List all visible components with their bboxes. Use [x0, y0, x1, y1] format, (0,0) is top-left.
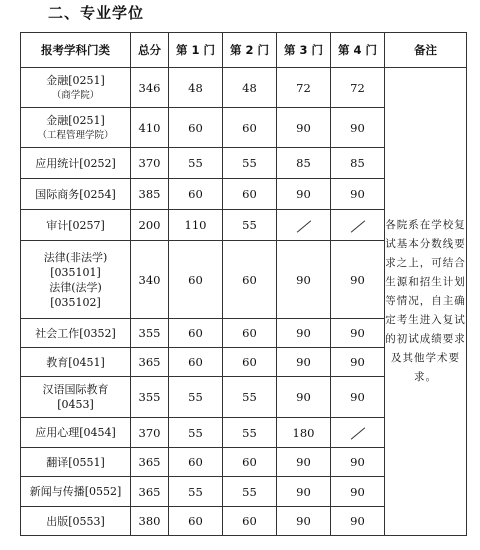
subject-score-cell: 55	[223, 418, 277, 448]
table-row	[21, 68, 467, 108]
subject-score-cell: 60	[223, 241, 277, 319]
subject-label: 应用心理[0454]	[35, 426, 116, 439]
subject-score-cell: 48	[169, 68, 223, 108]
subject-label: 金融[0251]	[46, 113, 105, 127]
subject-score-cell: 90	[277, 179, 331, 210]
subject-score-cell: 60	[169, 507, 223, 536]
subject-sublabel: （商学院）	[51, 89, 100, 101]
subject-score-cell: 60	[169, 348, 223, 377]
subject-cell	[21, 507, 131, 536]
subject-score-cell: 85	[331, 148, 385, 179]
subject-score-cell: 60	[223, 507, 277, 536]
subject-score-cell: 90	[277, 448, 331, 477]
subject-cell	[21, 448, 131, 477]
note-cell: 各院系在学校复试基本分数线要求之上，可结合生源和招生计划等情况，自主确定考生进入复试的初试成绩要求及其他学术要求。	[385, 68, 467, 536]
subject-score-cell: 90	[331, 348, 385, 377]
subject-score-cell	[331, 210, 385, 241]
total-score-cell: 365	[131, 448, 169, 477]
subject-cell	[21, 477, 131, 507]
subject-label: 法律(法学)	[49, 280, 102, 294]
subject-cell	[21, 68, 131, 108]
subject-cell	[21, 418, 131, 448]
subject-label: 社会工作[0352]	[35, 326, 116, 340]
header-note: 备注	[385, 33, 467, 68]
subject-score-cell: 90	[277, 108, 331, 148]
total-score-cell: 355	[131, 319, 169, 348]
subject-score-cell: 48	[223, 68, 277, 108]
subject-score-cell: 90	[277, 319, 331, 348]
subject-label: 教育[0451]	[46, 355, 105, 369]
subject-score-cell: 85	[277, 148, 331, 179]
subject-score-cell: 90	[277, 348, 331, 377]
table-header-row	[21, 33, 467, 68]
subject-score-cell: 90	[331, 241, 385, 319]
subject-cell	[21, 241, 131, 319]
subject-score-cell: 60	[169, 179, 223, 210]
subject-label: [035102]	[50, 295, 101, 309]
subject-label: 应用统计[0252]	[35, 156, 116, 170]
subject-score-cell: 60	[223, 319, 277, 348]
total-score-cell: 200	[131, 210, 169, 241]
subject-label: [035101]	[50, 265, 101, 279]
subject-cell	[21, 377, 131, 418]
subject-cell	[21, 319, 131, 348]
subject-score-cell: 90	[331, 319, 385, 348]
subject-score-cell: 90	[331, 477, 385, 507]
total-score-cell: 370	[131, 148, 169, 179]
subject-score-cell: 90	[331, 507, 385, 536]
subject-cell	[21, 210, 131, 241]
header-subject-3: 第 3 门	[277, 33, 331, 68]
not-applicable-slash	[296, 220, 310, 232]
subject-score-cell: 90	[277, 477, 331, 507]
header-subject-1: 第 1 门	[169, 33, 223, 68]
subject-score-cell	[331, 418, 385, 448]
subject-cell	[21, 108, 131, 148]
subject-score-cell: 90	[331, 377, 385, 418]
subject-score-cell: 55	[223, 148, 277, 179]
subject-label: 法律(非法学)	[43, 250, 108, 264]
total-score-cell: 410	[131, 108, 169, 148]
subject-score-cell: 60	[223, 179, 277, 210]
total-score-cell: 355	[131, 377, 169, 418]
subject-cell	[21, 179, 131, 210]
subject-label: 出版[0553]	[46, 514, 105, 528]
subject-score-cell: 60	[169, 108, 223, 148]
total-score-cell: 346	[131, 68, 169, 108]
subject-label: [0453]	[57, 398, 94, 411]
subject-label: 汉语国际教育	[42, 383, 109, 396]
header-subject: 报考学科门类	[21, 33, 131, 68]
header-subject-4: 第 4 门	[331, 33, 385, 68]
subject-score-cell: 72	[277, 68, 331, 108]
subject-cell	[21, 148, 131, 179]
subject-score-cell: 90	[331, 179, 385, 210]
subject-score-cell: 55	[223, 477, 277, 507]
total-score-cell: 370	[131, 418, 169, 448]
subject-score-cell: 90	[277, 377, 331, 418]
subject-score-cell: 90	[331, 108, 385, 148]
subject-score-cell	[277, 210, 331, 241]
subject-score-cell: 55	[169, 418, 223, 448]
score-table	[20, 32, 467, 536]
subject-score-cell: 110	[169, 210, 223, 241]
total-score-cell: 340	[131, 241, 169, 319]
subject-sublabel: （工程管理学院）	[37, 129, 114, 141]
total-score-cell: 365	[131, 348, 169, 377]
subject-score-cell: 60	[169, 241, 223, 319]
subject-label: 国际商务[0254]	[35, 187, 116, 201]
subject-score-cell: 90	[277, 241, 331, 319]
not-applicable-slash	[350, 220, 364, 232]
subject-score-cell: 55	[223, 210, 277, 241]
subject-score-cell: 55	[223, 377, 277, 418]
section-heading: 二、专业学位	[48, 4, 145, 22]
header-subject-2: 第 2 门	[223, 33, 277, 68]
subject-score-cell: 60	[223, 108, 277, 148]
subject-label: 翻译[0551]	[46, 455, 105, 469]
subject-score-cell: 60	[223, 348, 277, 377]
not-applicable-slash	[350, 427, 364, 439]
subject-score-cell: 60	[169, 448, 223, 477]
total-score-cell: 380	[131, 507, 169, 536]
subject-score-cell: 55	[169, 477, 223, 507]
subject-score-cell: 90	[331, 448, 385, 477]
subject-label: 审计[0257]	[46, 218, 105, 232]
subject-label: 金融[0251]	[46, 73, 105, 87]
total-score-cell: 385	[131, 179, 169, 210]
subject-label: 新闻与传播[0552]	[29, 485, 122, 498]
subject-score-cell: 55	[169, 377, 223, 418]
subject-score-cell: 90	[277, 507, 331, 536]
subject-score-cell: 55	[169, 148, 223, 179]
subject-score-cell: 60	[169, 319, 223, 348]
subject-cell	[21, 348, 131, 377]
subject-score-cell: 180	[277, 418, 331, 448]
header-total: 总分	[131, 33, 169, 68]
total-score-cell: 365	[131, 477, 169, 507]
subject-score-cell: 72	[331, 68, 385, 108]
subject-score-cell: 60	[223, 448, 277, 477]
